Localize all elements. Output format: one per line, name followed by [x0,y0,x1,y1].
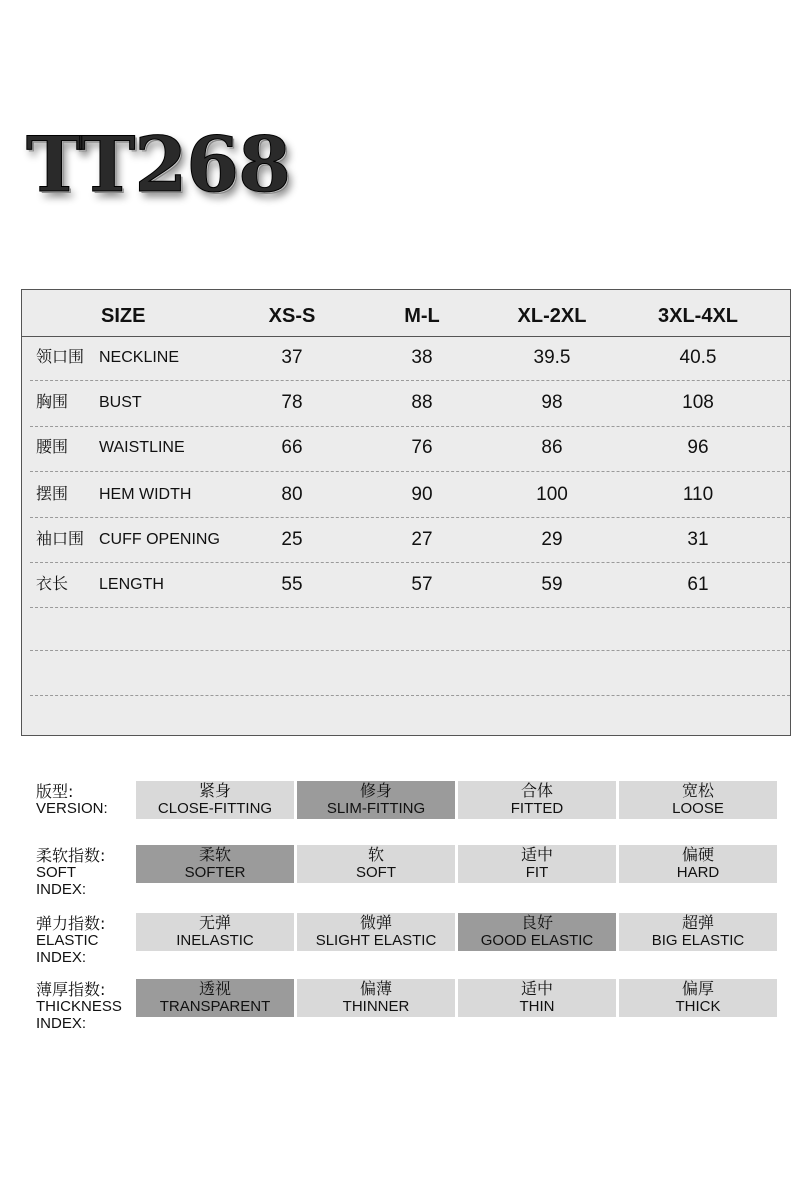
size-value-xs-s: 80 [281,484,303,505]
option-label-cn: 合体 [520,781,553,800]
option-label-cn: 无弹 [198,913,231,932]
size-value-m-l: 57 [411,574,433,595]
index-option-selected [136,845,294,883]
row-label-cn: 袖口围 [36,529,85,548]
header-3xl-4xl: 3XL-4XL [657,305,739,327]
index-label-cn: 薄厚指数: [36,980,106,999]
option-label-cn: 超弹 [681,913,714,932]
row-label-cn: 领口围 [36,347,85,366]
row-label-en: WAISTLINE [99,439,185,456]
option-label-cn: 紧身 [198,781,231,800]
index-option [619,913,777,951]
row-label-en: LENGTH [99,576,164,593]
index-option-selected [458,913,616,951]
index-label-cn: 柔软指数: [36,846,106,865]
option-label-en: GOOD ELASTIC [480,932,594,949]
index-option [297,913,455,951]
header-m-l: M-L [404,305,440,327]
row-divider [30,471,790,472]
row-label-en: HEM WIDTH [99,486,192,503]
size-value-3xl-4xl: 40.5 [679,347,717,368]
size-value-m-l: 76 [411,437,433,458]
option-label-en: SLIM-FITTING [326,800,426,817]
row-label-en: CUFF OPENING [99,531,220,548]
option-label-cn: 软 [367,845,384,864]
option-label-cn: 修身 [359,781,392,800]
header-xs-s: XS-S [268,305,316,327]
size-value-3xl-4xl: 61 [687,574,709,595]
option-label-cn: 透视 [198,979,231,998]
size-value-xl-2xl: 29 [541,529,563,550]
row-label-en: NECKLINE [99,349,180,366]
row-divider [30,380,790,381]
option-label-cn: 偏薄 [359,979,392,998]
option-label-en: THIN [519,998,555,1015]
index-label [36,847,105,898]
option-label-en: SOFT [356,864,396,881]
option-label-en: HARD [676,864,720,881]
option-label-cn: 偏硬 [681,845,714,864]
index-option [136,781,294,819]
index-option [458,979,616,1017]
index-label-en: SOFT [36,864,76,881]
size-value-xl-2xl: 86 [541,437,563,458]
index-option [458,845,616,883]
index-label-cn: 弹力指数: [36,914,106,933]
row-divider [30,607,790,608]
index-label-cn: 版型: [36,782,74,801]
option-label-en: THICK [675,998,721,1015]
option-label-en: BIG ELASTIC [651,932,745,949]
row-label-cn: 腰围 [36,437,69,456]
row-divider [30,695,790,696]
size-value-3xl-4xl: 110 [682,484,714,505]
size-value-m-l: 90 [411,484,433,505]
header-xl-2xl: XL-2XL [517,305,587,327]
index-option [297,845,455,883]
row-label-cn: 衣长 [36,574,69,593]
size-value-m-l: 38 [411,347,433,368]
index-label [36,783,108,817]
option-label-cn: 宽松 [681,781,714,800]
size-value-xs-s: 78 [281,392,303,413]
option-label-cn: 偏厚 [681,979,714,998]
size-value-xs-s: 66 [281,437,303,458]
size-value-xs-s: 25 [281,529,303,550]
size-value-3xl-4xl: 108 [682,392,714,413]
row-label-cn: 摆围 [36,484,69,503]
option-label-cn: 适中 [520,845,553,864]
option-label-cn: 良好 [520,913,553,932]
option-label-en: LOOSE [672,800,724,817]
index-label [36,981,122,1032]
index-option-selected [136,979,294,1017]
index-label-en: INDEX: [36,949,87,966]
option-label-cn: 柔软 [198,845,231,864]
option-label-cn: 适中 [520,979,553,998]
size-value-xl-2xl: 100 [536,484,568,505]
option-label-en: FIT [525,864,549,881]
index-option [458,781,616,819]
option-label-en: TRANSPARENT [159,998,271,1015]
option-label-en: FITTED [510,800,564,817]
size-value-xs-s: 37 [281,347,303,368]
index-label [36,915,105,966]
size-value-3xl-4xl: 31 [687,529,709,550]
size-value-xl-2xl: 59 [541,574,563,595]
header-size-label: SIZE [101,305,146,327]
index-option [619,781,777,819]
size-value-xs-s: 55 [281,574,303,595]
index-option [619,845,777,883]
size-value-m-l: 88 [411,392,433,413]
index-label-en: THICKNESS [36,998,122,1015]
index-label-en: INDEX: [36,1015,87,1032]
size-value-xl-2xl: 39.5 [533,347,571,368]
index-option-selected [297,781,455,819]
size-chart-header [22,290,790,337]
option-label-en: CLOSE-FITTING [157,800,273,817]
row-divider [30,562,790,563]
index-label-en: INDEX: [36,881,87,898]
brand-logo: TT268 [26,120,291,209]
option-label-en: SOFTER [184,864,246,881]
option-label-en: SLIGHT ELASTIC [315,932,437,949]
index-option [619,979,777,1017]
row-divider [30,650,790,651]
option-label-en: THINNER [342,998,410,1015]
index-label-en: ELASTIC [36,932,99,949]
row-label-cn: 胸围 [36,392,69,411]
option-label-cn: 微弹 [359,913,392,932]
option-label-en: INELASTIC [176,932,254,949]
index-label-en: VERSION: [36,800,108,817]
row-divider [30,517,790,518]
index-option [297,979,455,1017]
row-divider [30,426,790,427]
size-chart-table [21,289,791,736]
size-value-m-l: 27 [411,529,433,550]
index-option [136,913,294,951]
size-value-xl-2xl: 98 [541,392,563,413]
size-value-3xl-4xl: 96 [687,437,709,458]
row-label-en: BUST [99,394,142,411]
